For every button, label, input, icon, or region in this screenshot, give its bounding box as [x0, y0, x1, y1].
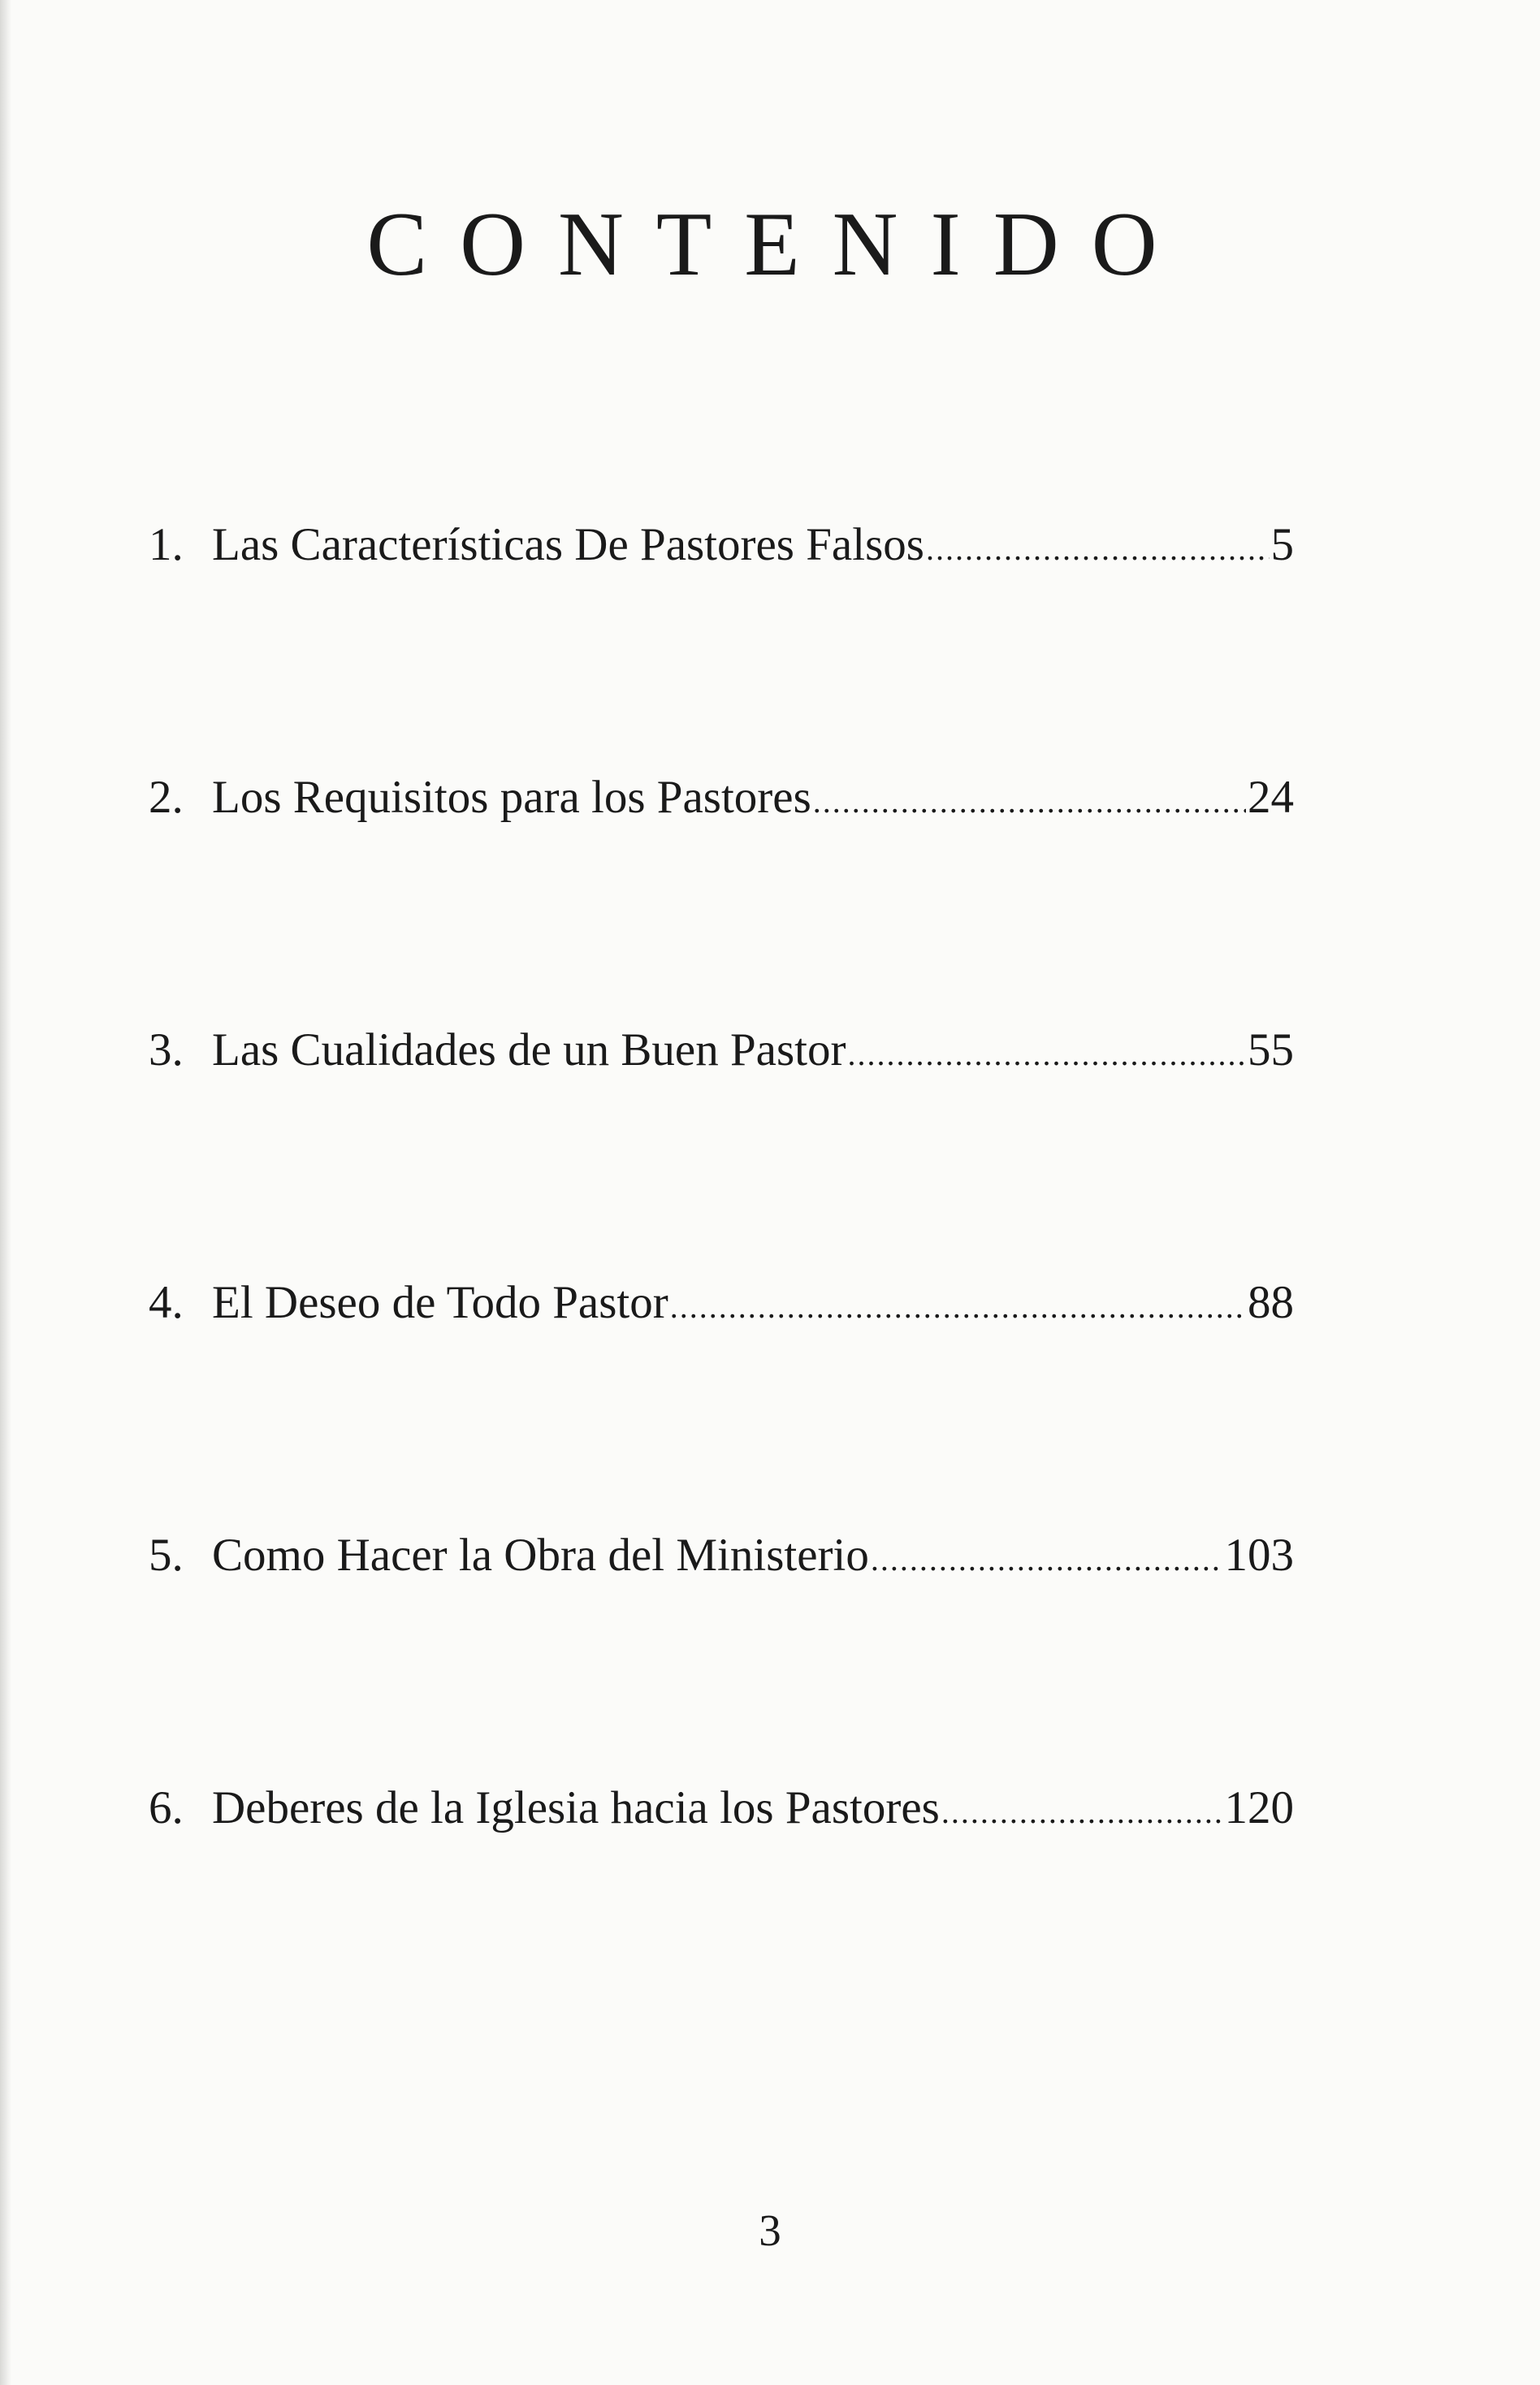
- toc-entry: [149, 520, 1294, 570]
- page-number: 3: [759, 2205, 781, 2255]
- toc-entry-number: 3.: [149, 1024, 184, 1076]
- table-of-contents: [149, 520, 1294, 2036]
- toc-entry-page: 88: [1248, 1277, 1294, 1328]
- toc-entry-title: Como Hacer la Obra del Ministerio: [212, 1530, 869, 1581]
- toc-entry: [149, 773, 1294, 823]
- toc-entry-page: 103: [1224, 1530, 1294, 1581]
- dot-leader: [871, 1534, 1223, 1585]
- toc-entry: [149, 1530, 1294, 1581]
- toc-entry: [149, 1783, 1294, 1833]
- toc-entry: [149, 1278, 1294, 1328]
- toc-entry-title: Deberes de la Iglesia hacia los Pastores: [212, 1782, 940, 1833]
- toc-entry-page: 120: [1224, 1782, 1294, 1833]
- toc-entry-title: Las Cualidades de un Buen Pastor: [212, 1024, 846, 1076]
- toc-entry-number: 1.: [149, 519, 184, 570]
- toc-entry-page: 5: [1270, 519, 1294, 570]
- page-title: CONTENIDO: [366, 194, 1190, 295]
- toc-entry-page: 24: [1248, 772, 1294, 823]
- toc-entry-title: Las Características De Pastores Falsos: [212, 519, 924, 570]
- toc-entry-number: 4.: [149, 1277, 184, 1328]
- toc-entry-number: 6.: [149, 1782, 184, 1833]
- page-edge-shadow: [0, 0, 11, 2385]
- toc-entry-title: Los Requisitos para los Pastores: [212, 772, 811, 823]
- toc-entry: [149, 1025, 1294, 1076]
- dot-leader: [847, 1029, 1246, 1080]
- toc-entry-title: El Deseo de Todo Pastor: [212, 1277, 668, 1328]
- toc-entry-page: 55: [1248, 1024, 1294, 1076]
- toc-entry-number: 2.: [149, 772, 184, 823]
- dot-leader: [813, 777, 1246, 827]
- dot-leader: [670, 1282, 1246, 1332]
- toc-entry-number: 5.: [149, 1530, 184, 1581]
- dot-leader: [926, 524, 1270, 574]
- dot-leader: [941, 1787, 1223, 1837]
